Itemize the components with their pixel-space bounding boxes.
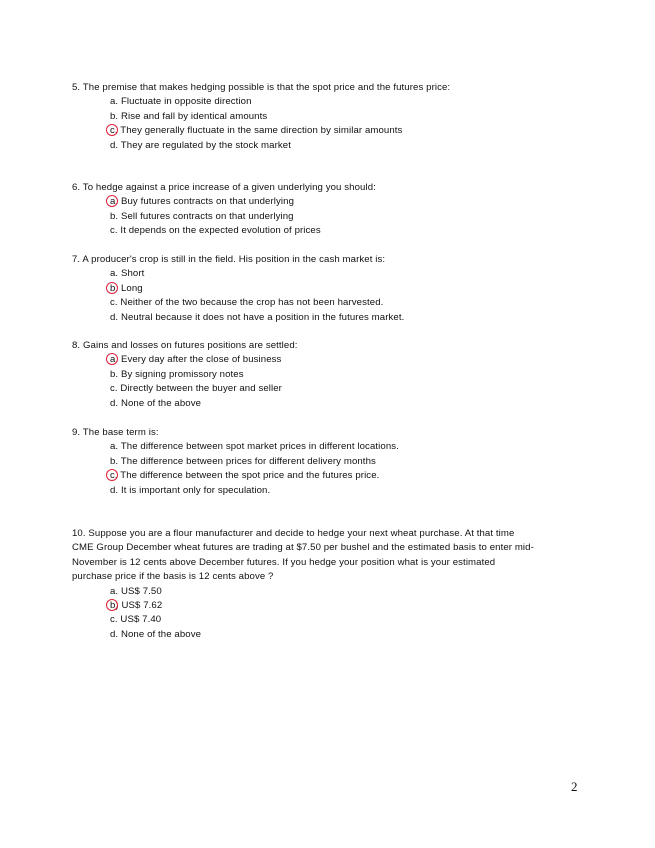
answer-option-text: a. Buy futures contracts on that underlying <box>110 196 295 208</box>
answer-option <box>110 124 402 138</box>
question-text: 10. Suppose you are a flour manufacturer and decide to hedge your next wheat purchase. At that time <box>72 528 515 539</box>
answer-option <box>110 139 291 153</box>
answer-option-text: d. None of the above <box>110 397 202 409</box>
answer-option-text: c. Neither of the two because the crop has not been harvested. <box>110 297 384 309</box>
answer-option-text: c. It depends on the expected evolution of prices <box>110 225 321 237</box>
answer-option-text: a. Fluctuate in opposite direction <box>110 96 252 108</box>
answer-option <box>110 311 404 325</box>
answer-option <box>110 469 379 483</box>
answer-option-text: a. Short <box>110 268 145 280</box>
answer-option <box>110 397 201 411</box>
question-text: November is 12 cents above December futures. If you hedge your position what is your estimated <box>72 556 496 568</box>
question-text: 8. Gains and losses on futures positions are settled: <box>72 340 298 351</box>
answer-option <box>110 282 143 296</box>
answer-option <box>110 382 282 396</box>
question-text: purchase price if the basis is 12 cents above ? <box>72 571 274 583</box>
answer-option-text: b. Long <box>110 282 143 294</box>
answer-option <box>110 613 161 627</box>
page-number: 2 <box>571 779 578 794</box>
answer-option-text: b. By signing promissory notes <box>110 368 244 380</box>
question-text: 5. The premise that makes hedging possible is that the spot price and the futures price: <box>72 82 451 93</box>
answer-option-text: c. The difference between the spot price and the futures price. <box>110 470 380 482</box>
answer-option-text: d. None of the above <box>110 628 202 640</box>
answer-option-text: c. They generally fluctuate in the same direction by similar amounts <box>110 125 403 137</box>
answer-option-text: a. The difference between spot market prices in different locations. <box>110 441 399 453</box>
answer-option <box>110 110 267 124</box>
answer-option <box>110 195 294 209</box>
answer-circle-mark <box>106 282 118 294</box>
answer-option-text: d. Neutral because it does not have a position in the futures market. <box>110 311 405 323</box>
answer-option <box>110 599 162 613</box>
answer-option <box>110 296 383 310</box>
question-text: 7. A producer's crop is still in the field. His position in the cash market is: <box>72 254 386 265</box>
question-text: 6. To hedge against a price increase of a given underlying you should: <box>72 182 376 193</box>
answer-option <box>110 353 281 367</box>
answer-option-text: b. The difference between prices for different delivery months <box>110 455 376 467</box>
answer-option-text: a. Every day after the close of business <box>110 354 282 366</box>
answer-option <box>110 455 376 469</box>
answer-option-text: b. Sell futures contracts on that underlying <box>110 210 294 222</box>
answer-option <box>110 210 294 224</box>
answer-circle-mark <box>106 599 118 611</box>
answer-option <box>110 368 244 382</box>
answer-option-text: c. US$ 7.40 <box>110 614 162 626</box>
answer-option-text: c. Directly between the buyer and seller <box>110 383 282 395</box>
answer-option-text: d. They are regulated by the stock market <box>110 139 291 151</box>
answer-option <box>110 628 201 642</box>
question-text: CME Group December wheat futures are trading at $7.50 per bushel and the estimated basis to enter mid- <box>72 542 534 554</box>
answer-option-text: b. Rise and fall by identical amounts <box>110 110 268 122</box>
answer-option <box>110 440 399 454</box>
answer-option <box>110 95 252 109</box>
answer-option-text: b) US$ 7.62 <box>110 600 163 611</box>
answer-option <box>110 484 270 498</box>
answer-option-text: a. US$ 7.50 <box>110 585 162 597</box>
answer-option-text: d. It is important only for speculation. <box>110 484 271 496</box>
answer-option <box>110 267 144 281</box>
answer-option <box>110 585 162 599</box>
question-text: 9. The base term is: <box>72 427 159 438</box>
answer-option <box>110 224 321 238</box>
